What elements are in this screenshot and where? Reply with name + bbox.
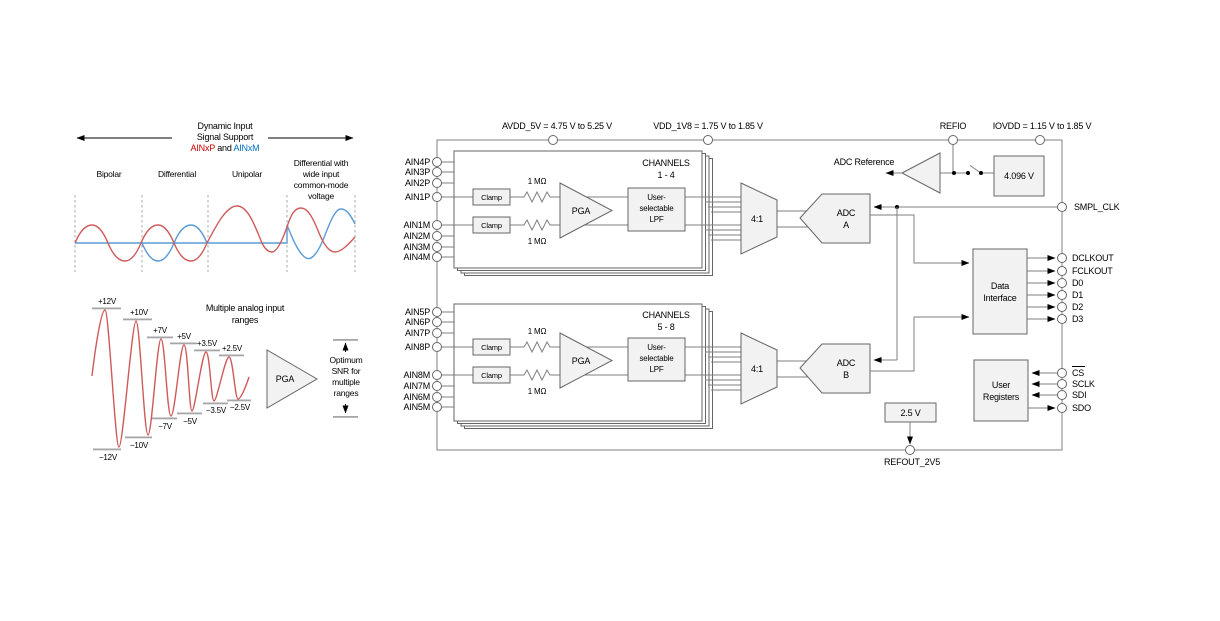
svg-text:AIN1P: AIN1P [404, 192, 430, 202]
svg-text:AIN7M: AIN7M [403, 381, 430, 391]
channel-stack-1 [454, 151, 713, 276]
svg-text:5 - 8: 5 - 8 [657, 322, 675, 332]
svg-text:+3.5V: +3.5V [196, 339, 218, 348]
svg-text:ranges: ranges [333, 388, 359, 398]
reference-buffer-icon [902, 153, 940, 193]
sdo-pin-label: SDO [1072, 403, 1091, 413]
cs-pin-label: CS [1072, 368, 1085, 378]
svg-text:+2.5V: +2.5V [221, 344, 243, 353]
iovdd-supply-label: IOVDD = 1.15 V to 1.85 V [992, 121, 1092, 131]
adc-b-block [800, 344, 870, 393]
svg-text:User-: User- [647, 343, 666, 352]
svg-text:−2.5V: −2.5V [229, 403, 251, 412]
fclkout-pin [1058, 267, 1067, 276]
resistor-1b-value: 1 MΩ [527, 237, 547, 246]
svg-text:Clamp: Clamp [481, 193, 502, 202]
pga-range-label: PGA [275, 374, 295, 384]
ainxm-waveform [75, 209, 355, 261]
segment-dividers [75, 195, 355, 272]
dclkout-pin-label: DCLKOUT [1072, 253, 1114, 263]
svg-text:+10V: +10V [129, 308, 149, 317]
functional-block-diagram [403, 121, 1119, 467]
ainxp-ainxm-label: AINxP and AINxM [190, 143, 260, 153]
refout-section [884, 403, 940, 467]
pga-gain-triangle [267, 350, 317, 408]
svg-text:Interface: Interface [983, 293, 1017, 303]
svg-text:−12V: −12V [98, 453, 118, 462]
dynamic-input-title-1: Dynamic Input [197, 121, 253, 131]
svg-text:LPF: LPF [649, 365, 664, 374]
svg-text:+12V: +12V [97, 297, 117, 306]
fclkout-pin-label: FCLKOUT [1072, 266, 1113, 276]
svg-text:common-mode: common-mode [293, 180, 349, 190]
svg-text:AIN8M: AIN8M [403, 370, 430, 380]
category-bipolar: Bipolar [96, 169, 122, 179]
refout-pin [906, 446, 915, 455]
svg-text:AIN2M: AIN2M [403, 231, 430, 241]
category-wide-common-mode [294, 158, 349, 201]
smpl-clk-pin [1058, 203, 1067, 212]
svg-text:AIN3M: AIN3M [403, 242, 430, 252]
svg-text:+7V: +7V [153, 326, 167, 335]
resistor-2a-value: 1 MΩ [527, 327, 547, 336]
svg-text:AIN5P: AIN5P [404, 307, 430, 317]
d2-pin-label: D2 [1072, 302, 1084, 312]
user-registers-block [974, 360, 1028, 421]
svg-text:Data: Data [990, 281, 1010, 291]
svg-text:AIN8P: AIN8P [404, 342, 430, 352]
svg-text:1 - 4: 1 - 4 [657, 170, 675, 180]
svg-text:−5V: −5V [183, 417, 197, 426]
svg-text:AIN4M: AIN4M [403, 252, 430, 262]
svg-text:SNR for: SNR for [331, 366, 361, 376]
analog-input-pins-group-1 [403, 157, 441, 262]
ranges-title-1: Multiple analog input [205, 303, 285, 313]
svg-text:PGA: PGA [571, 356, 591, 366]
d1-pin [1058, 291, 1067, 300]
svg-text:AIN5M: AIN5M [403, 402, 430, 412]
svg-text:−10V: −10V [129, 441, 149, 450]
dclkout-pin [1058, 254, 1067, 263]
d3-pin [1058, 315, 1067, 324]
d0-pin [1058, 279, 1067, 288]
ranges-title-2: ranges [231, 315, 259, 325]
data-interface-outputs [1027, 253, 1114, 324]
svg-text:AIN6P: AIN6P [404, 317, 430, 327]
smpl-clk-pin-label: SMPL_CLK [1074, 202, 1120, 212]
category-unipolar: Unipolar [231, 169, 263, 179]
channels-1-4-label: CHANNELS [642, 158, 690, 168]
optimum-snr-annotation [329, 339, 362, 418]
adc-interconnect-wires [870, 205, 1058, 371]
svg-text:multiple: multiple [332, 377, 360, 387]
sdi-pin [1058, 391, 1067, 400]
d0-pin-label: D0 [1072, 278, 1084, 288]
dynamic-input-title-2: Signal Support [196, 132, 254, 142]
svg-text:User: User [991, 380, 1011, 390]
resistor-1a-value: 1 MΩ [527, 177, 547, 186]
channels-5-8-label: CHANNELS [642, 310, 690, 320]
svg-text:Clamp: Clamp [481, 371, 502, 380]
svg-text:LPF: LPF [649, 215, 664, 224]
svg-text:PGA: PGA [571, 206, 591, 216]
svg-text:4:1: 4:1 [751, 214, 763, 224]
refio-pin-label: REFIO [939, 121, 967, 131]
resistor-2b-value: 1 MΩ [527, 387, 547, 396]
adc-a-block [800, 194, 870, 243]
svg-text:Registers: Registers [982, 392, 1020, 402]
svg-text:+5V: +5V [177, 332, 191, 341]
svg-text:User-: User- [647, 193, 666, 202]
svg-text:4:1: 4:1 [751, 364, 763, 374]
d3-pin-label: D3 [1072, 314, 1084, 324]
sclk-pin [1058, 380, 1067, 389]
data-interface-block [973, 249, 1027, 334]
avdd-pin [549, 136, 558, 145]
input-ranges-illustration [92, 297, 363, 462]
sdo-pin [1058, 404, 1067, 413]
refio-pin [949, 136, 958, 145]
refout-pin-label: REFOUT_2V5 [883, 457, 941, 467]
dynamic-input-signal-illustration [75, 121, 355, 272]
svg-text:AIN7P: AIN7P [404, 328, 430, 338]
svg-text:AIN4P: AIN4P [404, 157, 430, 167]
svg-text:−7V: −7V [158, 422, 172, 431]
analog-input-pins-group-2 [403, 307, 441, 412]
svg-text:A: A [843, 220, 849, 230]
sclk-pin-label: SCLK [1072, 379, 1095, 389]
svg-text:ADC: ADC [836, 358, 856, 368]
svg-text:ADC: ADC [836, 208, 856, 218]
svg-text:wide input: wide input [302, 169, 340, 179]
svg-text:AIN3P: AIN3P [404, 167, 430, 177]
channel-stack-2 [454, 304, 713, 429]
svg-text:AIN2P: AIN2P [404, 178, 430, 188]
cs-pin [1058, 369, 1067, 378]
svg-text:Clamp: Clamp [481, 343, 502, 352]
vdd-supply-label: VDD_1V8 = 1.75 V to 1.85 V [653, 121, 763, 131]
svg-text:B: B [843, 370, 849, 380]
svg-text:selectable: selectable [639, 354, 674, 363]
svg-text:AIN6M: AIN6M [403, 392, 430, 402]
sdi-pin-label: SDI [1072, 390, 1087, 400]
ainxp-waveform [75, 206, 355, 261]
svg-text:Clamp: Clamp [481, 221, 502, 230]
svg-text:−3.5V: −3.5V [205, 406, 227, 415]
svg-text:voltage: voltage [307, 191, 335, 201]
d1-pin-label: D1 [1072, 290, 1084, 300]
d2-pin [1058, 303, 1067, 312]
adc-reference-label: ADC Reference [833, 157, 895, 167]
iovdd-pin [1036, 136, 1045, 145]
svg-text:Differential with: Differential with [293, 158, 349, 168]
adc-reference-section [834, 140, 1044, 196]
vdd-pin [704, 136, 713, 145]
svg-text:selectable: selectable [639, 204, 674, 213]
avdd-supply-label: AVDD_5V = 4.75 V to 5.25 V [502, 121, 612, 131]
category-differential: Differential [157, 169, 197, 179]
svg-text:AIN1M: AIN1M [403, 220, 430, 230]
svg-text:Optimum: Optimum [329, 355, 363, 365]
svg-text:2.5 V: 2.5 V [900, 408, 921, 418]
svg-text:4.096 V: 4.096 V [1004, 171, 1034, 181]
